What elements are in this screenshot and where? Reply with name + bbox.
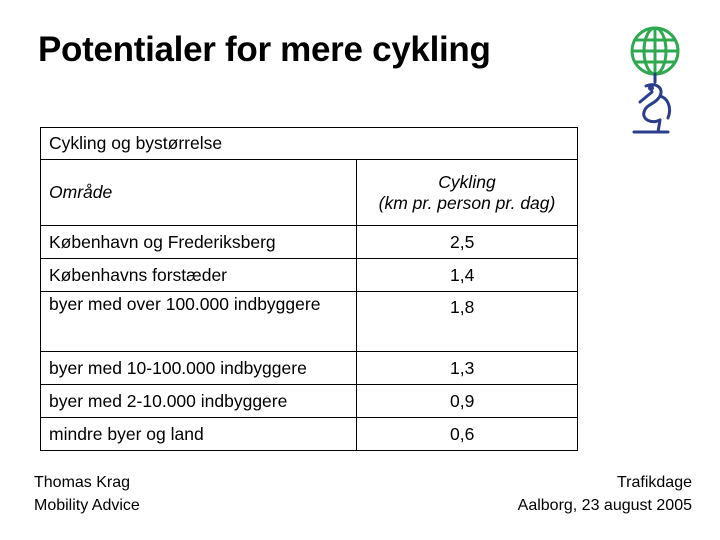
header-cycling <box>357 160 578 226</box>
row-area: København og Frederiksberg <box>41 226 357 259</box>
row-value: 0,6 <box>357 418 578 451</box>
row-area: byer med over 100.000 indbyggere <box>41 292 357 352</box>
row-area: Københavns forstæder <box>41 259 357 292</box>
cycling-table <box>40 127 578 451</box>
footer-author <box>34 471 140 517</box>
header-area: Område <box>41 160 357 226</box>
page-title: Potentialer for mere cykling <box>38 30 491 69</box>
footer-event-name: Trafikdage <box>617 474 692 491</box>
footer-event-date: Aalborg, 23 august 2005 <box>517 497 692 514</box>
row-value: 2,5 <box>357 226 578 259</box>
row-area: mindre byer og land <box>41 418 357 451</box>
row-value: 1,8 <box>357 292 578 352</box>
row-value: 1,3 <box>357 352 578 385</box>
footer-event <box>518 471 692 517</box>
globe-cyclist-logo-icon <box>622 24 688 140</box>
row-value: 0,9 <box>357 385 578 418</box>
table-caption: Cykling og bystørrelse <box>41 128 578 160</box>
footer-author-name: Thomas Krag <box>34 474 131 491</box>
footer-author-company: Mobility Advice <box>34 497 140 514</box>
row-value: 1,4 <box>357 259 578 292</box>
row-area: byer med 10-100.000 indbyggere <box>41 352 357 385</box>
row-area: byer med 2-10.000 indbyggere <box>41 385 357 418</box>
header-cycling-line1: Cykling <box>438 171 496 192</box>
header-cycling-line2: (km pr. person pr. dag) <box>378 192 556 213</box>
